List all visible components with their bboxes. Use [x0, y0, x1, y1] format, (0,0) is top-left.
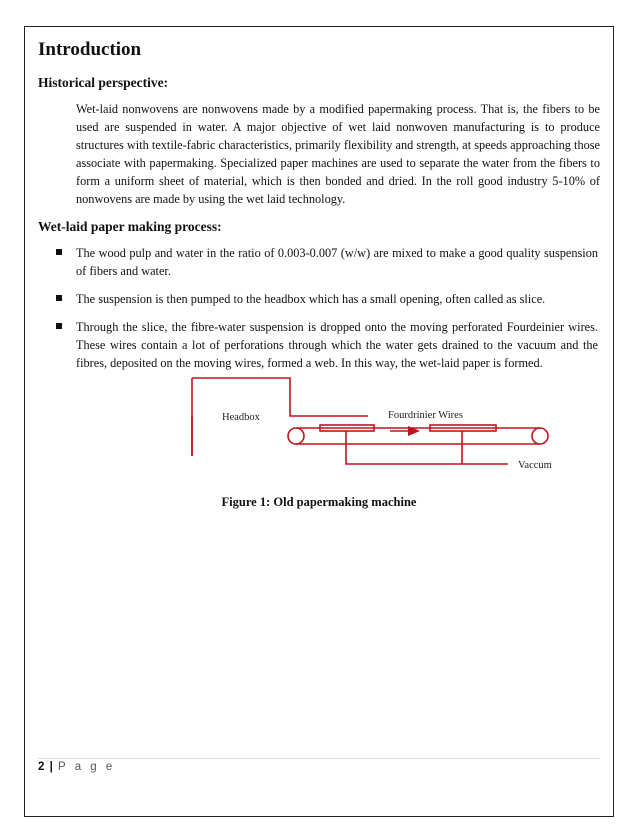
list-item [76, 244, 600, 280]
historical-paragraph: Wet-laid nonwovens are nonwovens made by a modified papermaking process. That is, the fibers to be used are suspended in water. A major objective of wet laid nonwoven manufacturing is to produce structures with textile-fabric characteristics, primarily flexibility and strength, at speeds approaching those associate with papermaking. Specialized paper machines are used to separate the water from the fibers to form a uniform sheet of material, which is then bonded and dried. In the roll good industry 5-10% of nonwovens are made by using the wet laid technology. [76, 102, 600, 206]
headbox-label: Headbox [222, 412, 260, 423]
figure-caption: Figure 1: Old papermaking machine [221, 495, 417, 509]
right-roller [532, 428, 548, 444]
section-title: Introduction [38, 39, 142, 60]
process-list [38, 244, 600, 372]
headbox-outline [192, 378, 368, 416]
page-footer [38, 758, 600, 773]
vacuum-label: Vaccum [518, 460, 552, 471]
wires-label: Fourdrinier Wires [388, 410, 463, 421]
process-heading: Wet-laid paper making process: [38, 219, 222, 234]
vacuum-pipe [346, 431, 508, 464]
page-label: P a g e [58, 761, 116, 773]
list-item [76, 318, 600, 372]
page-content [38, 38, 600, 382]
list-item-text: The wood pulp and water in the ratio of 0.003-0.007 (w/w) are mixed to make a good quality suspension of fibers and water. [76, 246, 598, 278]
footer-separator: | [49, 761, 53, 773]
square-bullet-icon [56, 295, 62, 301]
square-bullet-icon [56, 249, 62, 255]
list-item [76, 290, 600, 308]
historical-heading: Historical perspective: [38, 75, 169, 90]
square-bullet-icon [56, 323, 62, 329]
list-item-text: Through the slice, the fibre-water suspension is dropped onto the moving perforated Fourdeinier wires. These wires contain a lot of perforations through which the water gets drained to the vacuum and the fibres, deposited on the moving wires, formed a web. In this way, the wet-laid paper is formed. [76, 320, 598, 370]
left-roller [288, 428, 304, 444]
papermaking-diagram [190, 376, 570, 476]
list-item-text: The suspension is then pumped to the headbox which has a small opening, often called as slice. [76, 292, 546, 306]
page-number: 2 [38, 761, 45, 773]
